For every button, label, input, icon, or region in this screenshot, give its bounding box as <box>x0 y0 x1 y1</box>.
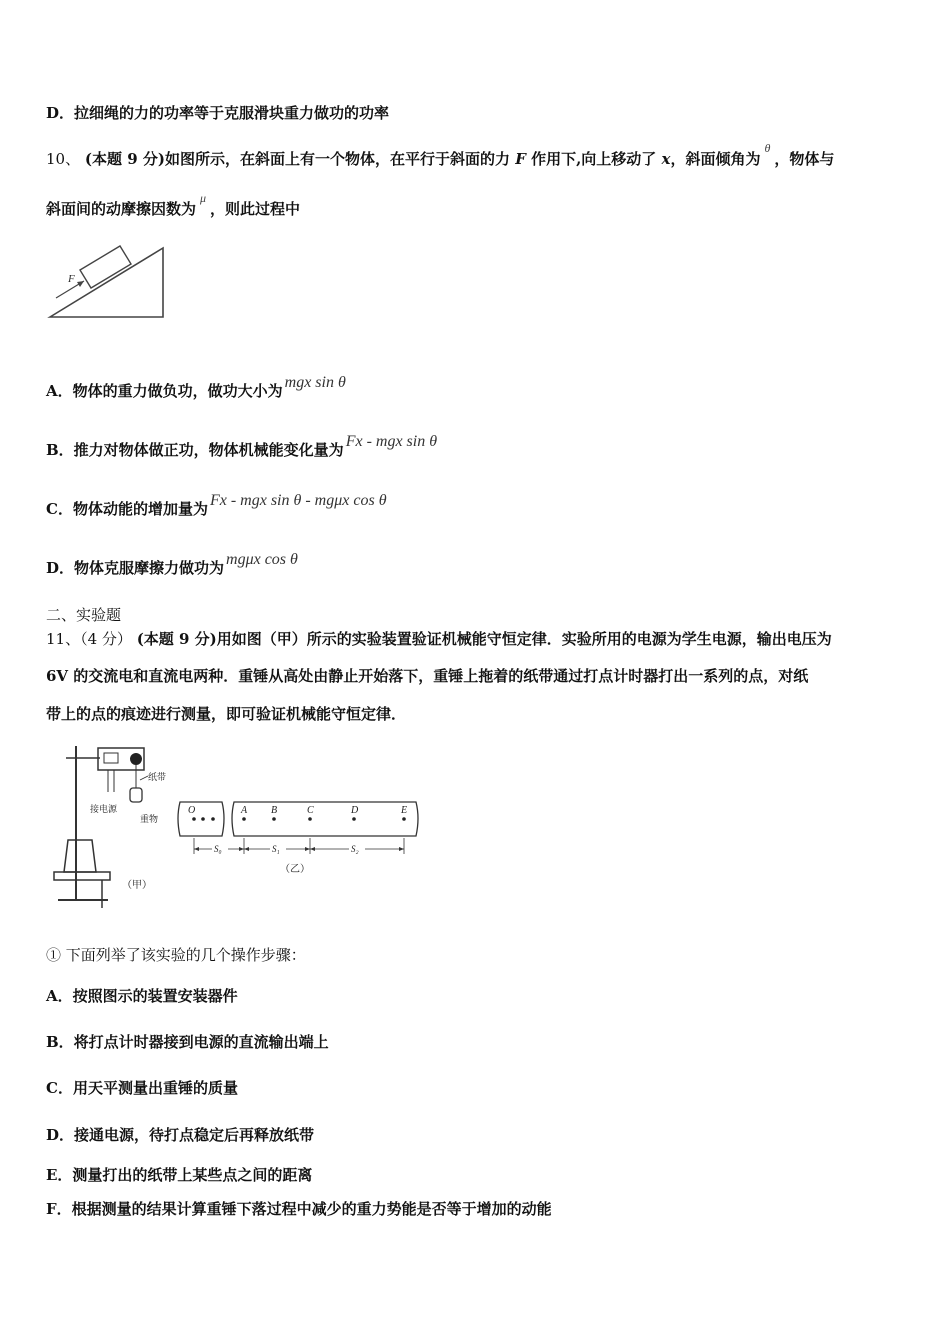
force-label: F <box>68 273 75 285</box>
dim-arrow <box>305 847 310 851</box>
label-power: 接电源 <box>90 804 118 814</box>
q11-voltage: 6V <box>46 667 69 685</box>
q11-text-1: 用如图（甲）所示的实验装置验证机械能守恒定律．实验所用的电源为学生电源，输出电压为 <box>216 630 832 648</box>
q11-number: 11、 <box>46 630 81 648</box>
timer-window <box>104 753 118 763</box>
q10-option-c-label: C．物体动能的增加量为 <box>46 500 208 518</box>
tape-piece-left <box>178 802 224 836</box>
weight-shape <box>130 788 142 802</box>
point-e-label: E <box>401 805 408 816</box>
q10-theta-symbol: θ <box>764 141 771 155</box>
label-jia: （甲） <box>122 880 152 891</box>
q10-text-4: ，物体与 <box>774 150 835 168</box>
tape-figure <box>172 796 427 880</box>
tape-piece-right <box>232 802 418 836</box>
q10-option-b <box>46 433 438 460</box>
q10-option-b-expr: Fx - mgx sin θ <box>345 433 438 450</box>
tape-dot <box>352 817 356 821</box>
dim-arrow <box>399 847 404 851</box>
tape-pointer <box>140 776 148 780</box>
q11-stem-line2 <box>46 665 808 686</box>
q10-text-5: 斜面间的动摩擦因数为 <box>46 200 197 218</box>
q10-distance-symbol: x <box>661 150 671 168</box>
q9-option-d: D．拉细绳的力的功率等于克服滑块重力做功的功率 <box>46 104 390 122</box>
step-intro: ① 下面列举了该实验的几个操作步骤： <box>46 946 306 964</box>
dim-arrow <box>239 847 244 851</box>
q10-text-1: 如图所示，在斜面上有一个物体，在平行于斜面的力 <box>164 150 516 168</box>
q10-option-d-expr: mgμx cos θ <box>226 551 298 568</box>
step-f: F．根据测量的结果计算重锤下落过程中减少的重力势能是否等于增加的动能 <box>46 1200 552 1218</box>
point-c-label: C <box>307 805 314 816</box>
point-d-label: D <box>351 805 359 816</box>
s2-label: S₂ <box>351 844 359 854</box>
tape-dot <box>242 817 246 821</box>
support-block <box>64 840 96 872</box>
q10-number: 10、 <box>46 150 81 168</box>
incline-block <box>80 246 131 288</box>
q10-stem-line1 <box>46 141 835 169</box>
q11-score: （4 分） <box>80 630 132 648</box>
step-d: D．接通电源，待打点稳定后再释放纸带 <box>46 1126 315 1144</box>
q11-text-2: 的交流电和直流电两种．重锤从高处由静止开始落下，重锤上拖着的纸带通过打点计时器打出一系列的点，对纸 <box>68 667 809 685</box>
q10-option-a-label: A．物体的重力做负功，做功大小为 <box>46 382 283 400</box>
point-a-label: A <box>241 805 248 816</box>
apparatus-figure <box>48 740 178 910</box>
label-paper-tape: 纸带 <box>148 772 167 782</box>
q10-stem-line2 <box>46 191 301 219</box>
q11-stem-line3: 带上的点的痕迹进行测量，即可验证机械能守恒定律． <box>46 705 407 723</box>
q10-force-symbol: F <box>515 150 526 168</box>
dim-arrow <box>194 847 199 851</box>
incline-triangle <box>50 248 163 317</box>
dim-arrow <box>310 847 315 851</box>
label-yi: （乙） <box>280 864 310 875</box>
tape-dot <box>272 817 276 821</box>
tape-dot <box>201 817 205 821</box>
q10-option-c <box>46 492 387 519</box>
section-heading: 二、实验题 <box>46 606 122 624</box>
s0-label: S₀ <box>214 844 222 854</box>
tape-dot <box>308 817 312 821</box>
q10-option-d-label: D．物体克服摩擦力做功为 <box>46 559 225 577</box>
q10-text-2: 作用下,向上移动了 <box>525 150 662 168</box>
timer-knob <box>130 753 142 765</box>
point-b-label: B <box>271 805 278 816</box>
point-o-label: O <box>188 805 196 816</box>
tape-dot <box>402 817 406 821</box>
table-top <box>54 872 110 880</box>
step-c: C．用天平测量出重锤的质量 <box>46 1079 238 1097</box>
s1-label: S₁ <box>272 844 280 854</box>
dim-arrow <box>244 847 249 851</box>
q10-text-3: ，斜面倾角为 <box>670 150 761 168</box>
q10-option-a <box>46 374 346 401</box>
q10-option-b-label: B．推力对物体做正功，物体机械能变化量为 <box>46 441 344 459</box>
q11-score-tag: (本题 9 分) <box>136 630 217 648</box>
tape-dot <box>211 817 215 821</box>
tape-dot <box>192 817 196 821</box>
step-e: E．测量打出的纸带上某些点之间的距离 <box>46 1166 313 1184</box>
q10-text-6: ，则此过程中 <box>210 200 301 218</box>
incline-figure <box>44 242 169 322</box>
q10-option-a-expr: mgx sin θ <box>284 374 346 391</box>
q10-option-c-expr: Fx - mgx sin θ - mgμx cos θ <box>209 492 387 509</box>
q10-option-d <box>46 551 298 578</box>
step-a: A．按照图示的装置安装器件 <box>46 987 238 1005</box>
label-weight: 重物 <box>140 814 159 824</box>
step-b: B．将打点计时器接到电源的直流输出端上 <box>46 1033 329 1051</box>
q10-score-tag: (本题 9 分) <box>84 150 165 168</box>
q10-mu-symbol: μ <box>200 191 207 205</box>
q11-stem-line1 <box>46 628 832 649</box>
